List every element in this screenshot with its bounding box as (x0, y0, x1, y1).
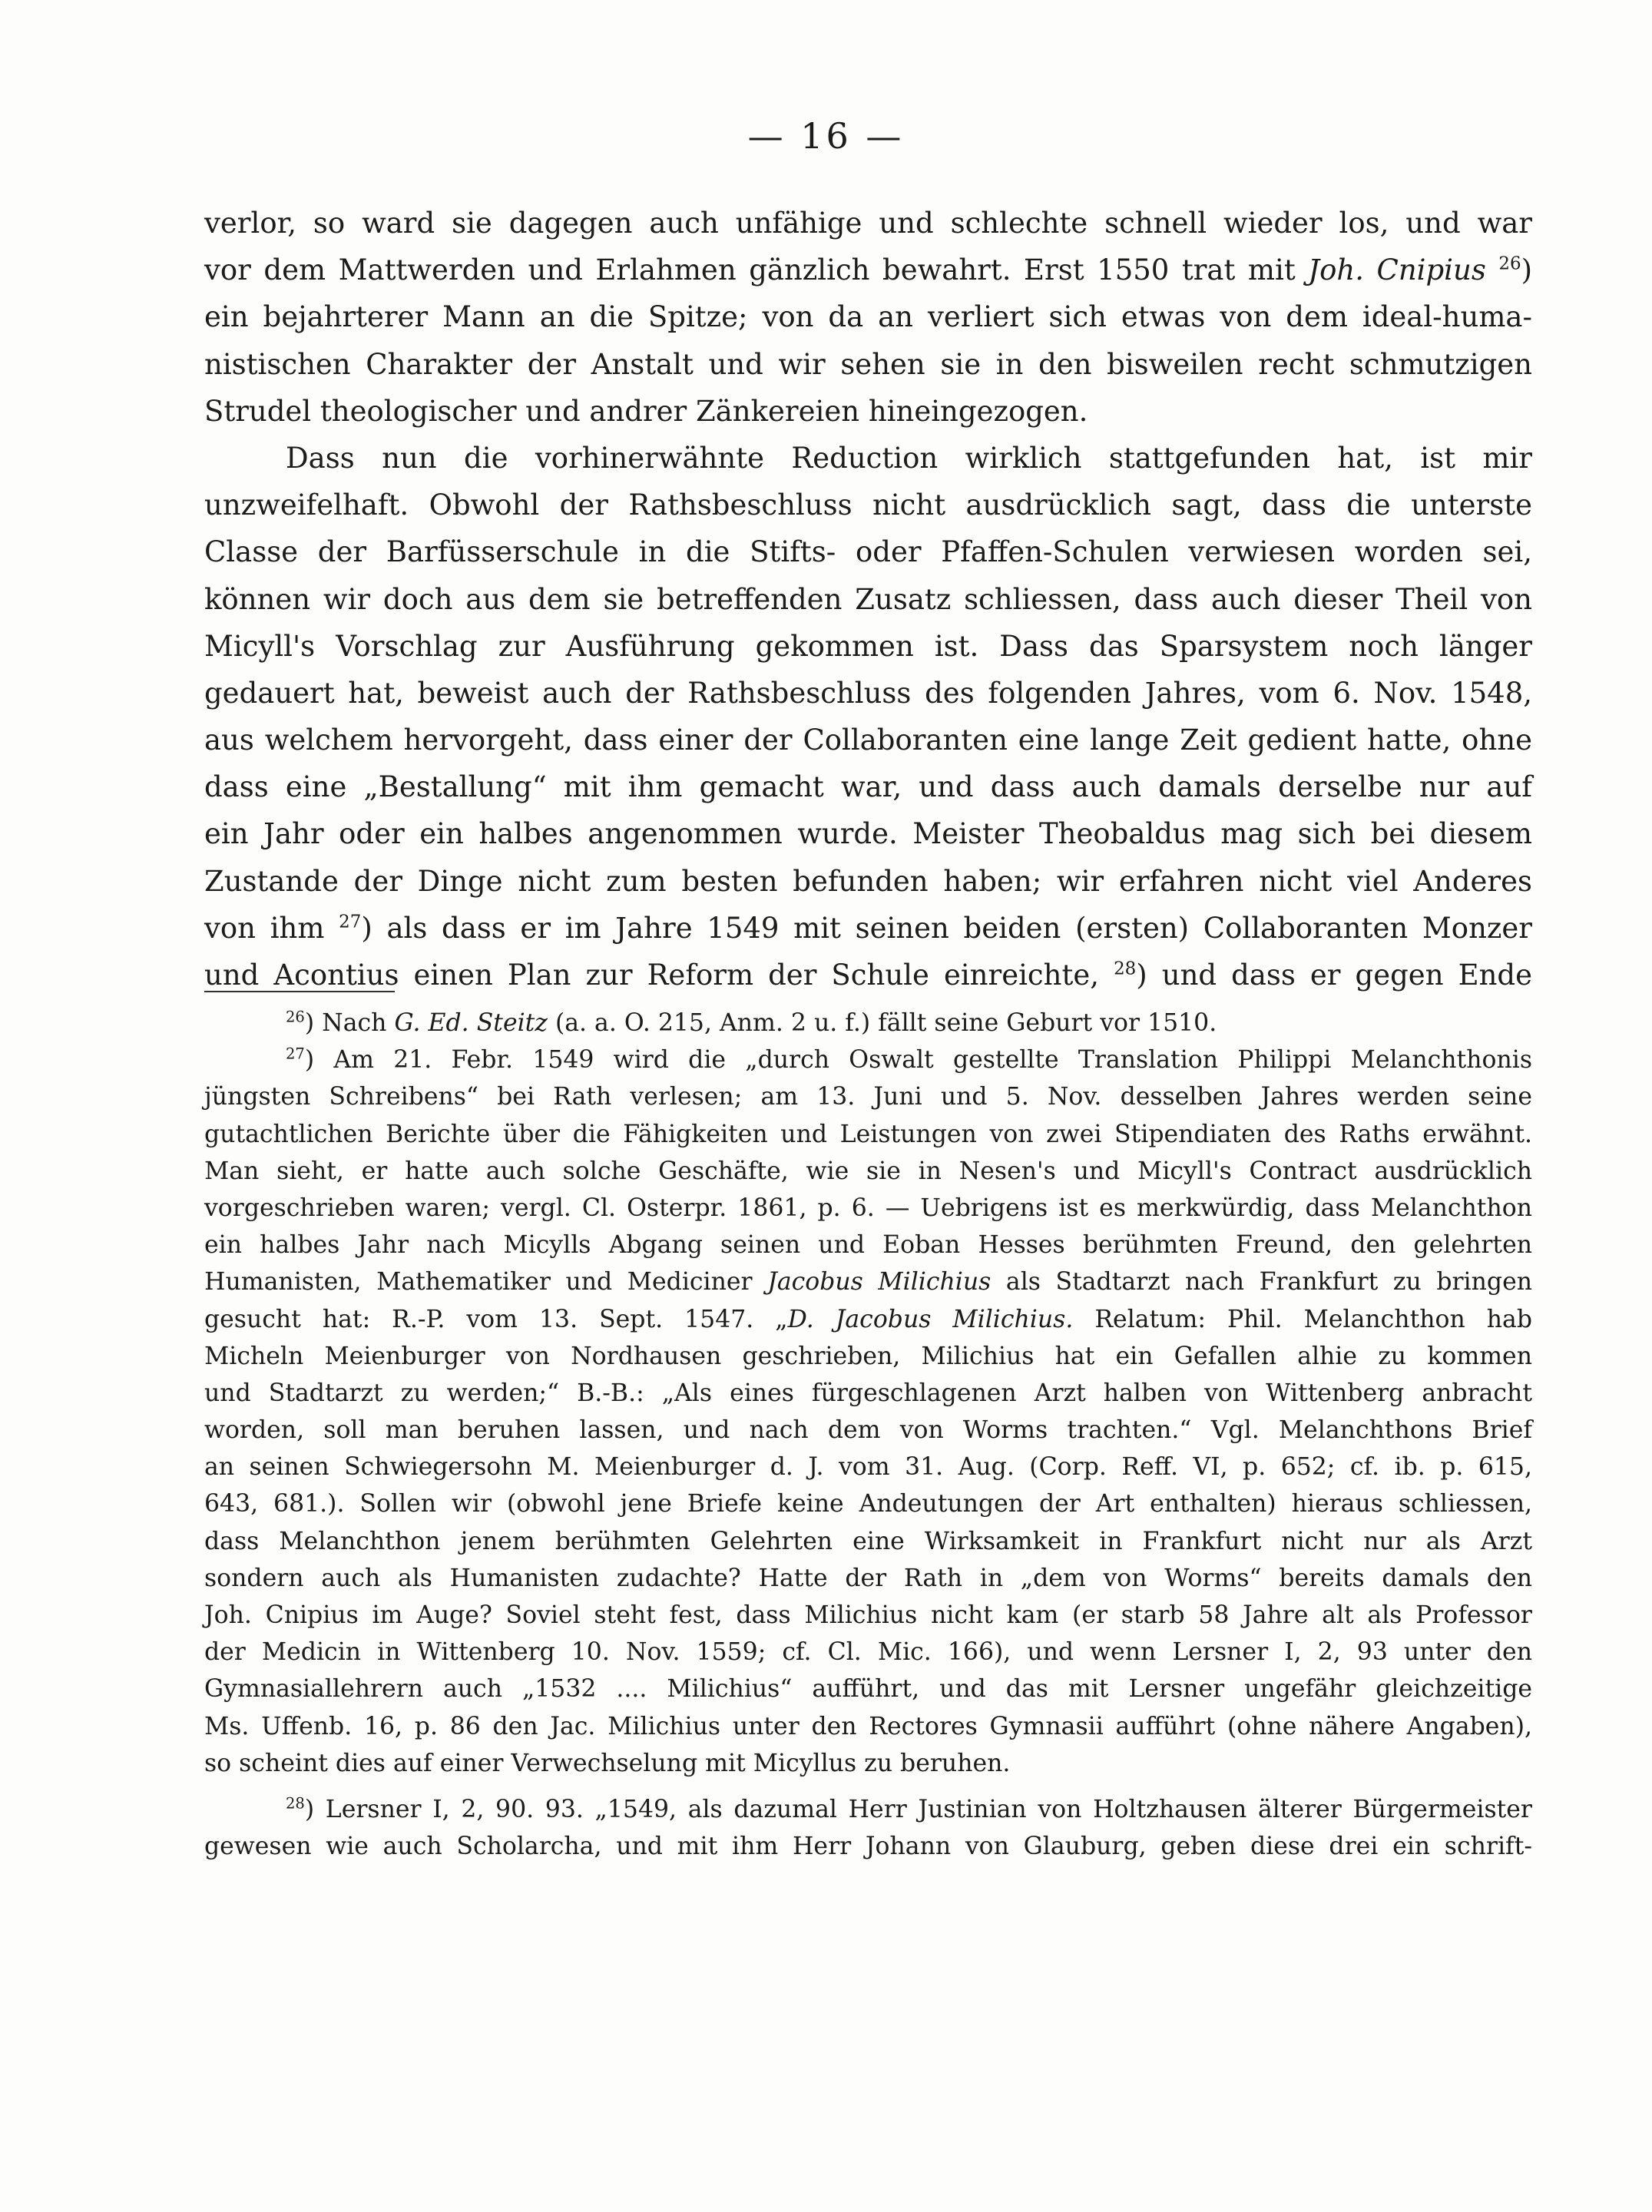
text-line: von ihm $^{27}$) als dass er im Jahre 1549 mit seinen beiden (ersten) Collaboranten Monzer (204, 911, 1532, 945)
footnote-line: sondern auch als Humanisten zudachte? Hatte der Rath in „dem von Worms“ bereits damals den (204, 1564, 1532, 1592)
text-line: dass eine „Bestallung“ mit ihm gemacht war, und dass auch damals derselbe nur auf (204, 770, 1532, 804)
text-line: aus welchem hervorgeht, dass einer der Collaboranten eine lange Zeit gedient hatte, ohne (204, 724, 1532, 757)
footnote-ref: 28 (1114, 959, 1137, 979)
footnote-ref: 27 (339, 912, 362, 932)
footnote-rule (204, 991, 395, 992)
footnote-ref: 26 (1498, 253, 1521, 274)
footnote-line: der Medicin in Wittenberg 10. Nov. 1559; cf. Cl. Mic. 166), und wenn Lersner I, 2, 93 unter den (204, 1638, 1532, 1667)
text-line: Classe der Barfüsserschule in die Stifts- oder Pfaffen-Schulen verwiesen worden sei, (204, 535, 1532, 569)
footnote-line: gutachtlichen Berichte über die Fähigkeiten und Leistungen von zwei Stipendiaten des Raths erwähnt. (204, 1120, 1532, 1148)
text-line: Dass nun die vorhinerwähnte Reduction wirklich stattgefunden hat, ist mir (286, 441, 1532, 475)
text-line: und Acontius einen Plan zur Reform der Schule einreichte, $^{28}$) und dass er gegen Ende (204, 959, 1532, 992)
footnote-line: jüngsten Schreibens“ bei Rath verlesen; am 13. Juni und 5. Nov. desselben Jahres werden seine (204, 1083, 1532, 1111)
text-line: gedauert hat, beweist auch der Rathsbeschluss des folgenden Jahres, vom 6. Nov. 1548, (204, 676, 1532, 710)
footnote-26: $^{26}$) Nach G. Ed. Steitz (a. a. O. 215, Anm. 2 u. f.) fällt seine Geburt vor 1510. (286, 1008, 1217, 1037)
footnote-line: worden, soll man beruhen lassen, und nach dem von Worms trachten.“ Vgl. Melanchthons Brief (204, 1416, 1532, 1445)
footnote-line: so scheint dies auf einer Verwechselung mit Micyllus zu beruhen. (204, 1749, 1011, 1777)
text-line: ein bejahrterer Mann an die Spitze; von da an verliert sich etwas von dem ideal-huma- (204, 300, 1532, 334)
text-line: unzweifelhaft. Obwohl der Rathsbeschluss nicht ausdrücklich sagt, dass die unterste (204, 488, 1532, 522)
text-line: Strudel theologischer und andrer Zänkereien hineingezogen. (204, 394, 1088, 428)
text-line: ein Jahr oder ein halbes angenommen wurde. Meister Theobaldus mag sich bei diesem (204, 817, 1532, 851)
footnote-line: 643, 681.). Sollen wir (obwohl jene Briefe keine Andeutungen der Art enthalten) hieraus schliessen, (204, 1490, 1532, 1518)
footnotes (204, 1005, 1532, 1865)
footnote-line: Joh. Cnipius im Auge? Soviel steht fest, dass Milichius nicht kam (er starb 58 Jahre alt als Professor (204, 1601, 1532, 1629)
main-text (204, 200, 1532, 998)
footnote-line: gesucht hat: R.-P. vom 13. Sept. 1547. „D. Jacobus Milichius. Relatum: Phil. Melanchthon hab (204, 1305, 1533, 1333)
footnote-line: vorgeschrieben waren; vergl. Cl. Osterpr. 1861, p. 6. — Uebrigens ist es merkwürdig, dass Melanchthon (204, 1194, 1532, 1222)
text-line: nistischen Charakter der Anstalt und wir sehen sie in den bisweilen recht schmutzigen (204, 347, 1532, 381)
footnote-line: Humanisten, Mathematiker und Mediciner Jacobus Milichius als Stadtarzt nach Frankfurt zu bringen (204, 1268, 1533, 1296)
footnote-line: und Stadtarzt zu werden;“ B.-B.: „Als eines fürgeschlagenen Arzt halben von Wittenberg anbracht (204, 1379, 1532, 1407)
text-line: verlor, so ward sie dagegen auch unfähige und schlechte schnell wieder los, und war (204, 207, 1532, 240)
footnote-line: an seinen Schwiegersohn M. Meienburger d. J. vom 31. Aug. (Corp. Reff. VI, p. 652; cf. ib. p. 615, (204, 1453, 1532, 1482)
footnote-line: Gymnasiallehrern auch „1532 .... Milichius“ aufführt, und das mit Lersner ungefähr gleichzeitige (204, 1675, 1532, 1704)
text-line: können wir doch aus dem sie betreffenden Zusatz schliessen, dass auch dieser Theil von (204, 582, 1532, 616)
footnote-line: gewesen wie auch Scholarcha, und mit ihm Herr Johann von Glauburg, geben diese drei ein schrift- (204, 1833, 1532, 1861)
footnote-line: Man sieht, er hatte auch solche Geschäfte, wie sie in Nesen's und Micyll's Contract ausdrücklich (204, 1157, 1532, 1185)
text-line: vor dem Mattwerden und Erlahmen gänzlich bewahrt. Erst 1550 trat mit Joh. Cnipius $^{26}$) (204, 253, 1533, 287)
footnote-line: ein halbes Jahr nach Micylls Abgang seinen und Eoban Hesses berühmten Freund, den gelehrten (204, 1231, 1532, 1260)
footnote-line: dass Melanchthon jenem berühmten Gelehrten eine Wirksamkeit in Frankfurt nicht nur als Arzt (204, 1527, 1532, 1555)
text-line: Micyll's Vorschlag zur Ausführung gekommen ist. Dass das Sparsystem noch länger (204, 629, 1532, 663)
person-name: Joh. Cnipius (1308, 253, 1486, 287)
text-line: Zustande der Dinge nicht zum besten befunden haben; wir erfahren nicht viel Anderes (204, 864, 1532, 898)
page-number: — 16 — (747, 115, 905, 157)
footnote-28: $^{28}$) Lersner I, 2, 90. 93. „1549, als dazumal Herr Justinian von Holtzhausen älterer Bürgermeister (286, 1794, 1532, 1823)
footnote-line: Micheln Meienburger von Nordhausen geschrieben, Milichius hat ein Gefallen alhie zu kommen (204, 1342, 1532, 1370)
footnote-27: $^{27}$) Am 21. Febr. 1549 wird die „durch Oswalt gestellte Translation Philippi Melanchthonis (286, 1045, 1532, 1075)
footnote-line: Ms. Uffenb. 16, p. 86 den Jac. Milichius unter den Rectores Gymnasii aufführt (ohne nähere Angaben), (204, 1712, 1532, 1740)
